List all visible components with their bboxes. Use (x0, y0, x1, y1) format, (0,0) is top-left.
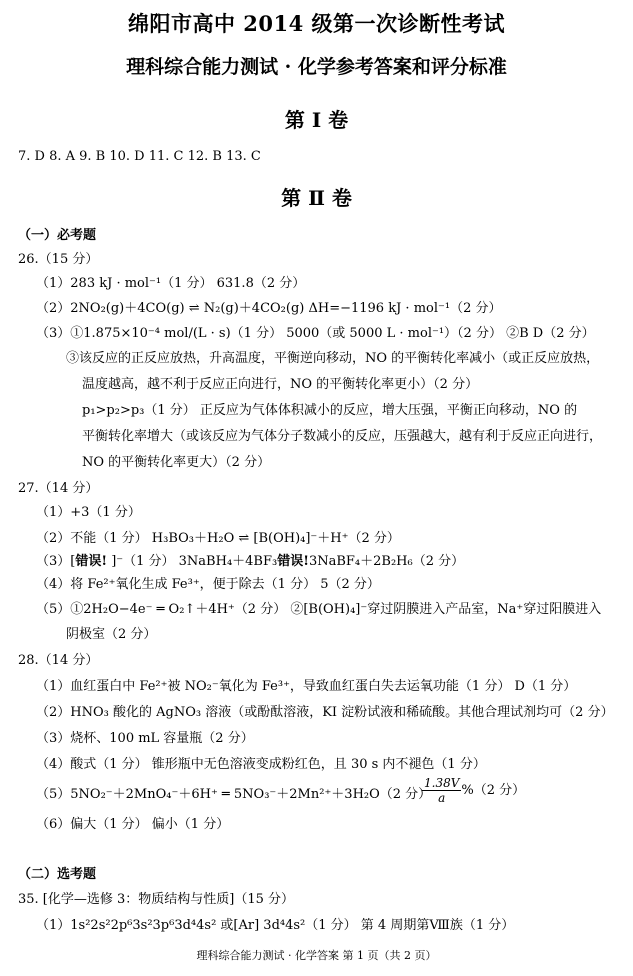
q27-line4: （4）将 Fe²⁺氧化生成 Fe³⁺，便于除去（1 分） 5（2 分） (36, 577, 380, 592)
q26-line3: （3）①1.875×10⁻⁴ mol/(L · s)（1 分） 5000（或 5000 L · mol⁻¹）（2 分） ②B D（2 分） (36, 326, 595, 341)
q35-label: 35. [化学—选修 3：物质结构与性质]（15 分） (18, 892, 295, 907)
q28-line1: （1）血红蛋白中 Fe²⁺被 NO₂⁻氧化为 Fe³⁺，导致血红蛋白失去运氧功能（1 分） D（1 分） (36, 679, 577, 694)
q26-line2: （2）2NO₂(g)＋4CO(g) ⇌ N₂(g)＋4CO₂(g) ΔH=−1196 kJ · mol⁻¹（2 分） (36, 301, 502, 316)
q27-line3-c: ]⁻（1 分） 3NaBH₄＋4BF₃ (107, 554, 278, 569)
q27-line3-a: （3）[ (36, 554, 76, 569)
q27-error-2: 错误! (277, 554, 309, 569)
part1-heading: 第 Ⅰ 卷 (284, 108, 349, 132)
q27-line1: （1）+3（1 分） (36, 505, 141, 520)
q28-label: 28.（14 分） (18, 653, 99, 668)
q27-error-1: 错误! (75, 554, 108, 569)
exam-subtitle: 理科综合能力测试 · 化学参考答案和评分标准 (126, 56, 507, 78)
q27-line6: 阴极室（2 分） (66, 627, 157, 642)
part2-heading: 第 Ⅱ 卷 (281, 186, 352, 210)
q28-fraction (422, 776, 461, 805)
q28-line5: （5）5NO₂⁻＋2MnO₄⁻＋6H⁺ ═ 5NO₃⁻＋2Mn²⁺＋3H₂O（2 分） (36, 787, 432, 802)
q27-line5: （5）①2H₂O−4e⁻ ═ O₂↑＋4H⁺（2 分） ②[B(OH)₄]⁻穿过阴膜进入产品室，Na⁺穿过阳膜进入 (36, 602, 602, 617)
section-required: （一）必考题 (18, 228, 97, 243)
q26-line1: （1）283 kJ · mol⁻¹（1 分） 631.8（2 分） (36, 276, 306, 291)
q28-line3: （3）烧杯、100 mL 容量瓶（2 分） (36, 731, 254, 746)
q26-line8: NO 的平衡转化率更大）（2 分） (82, 455, 271, 470)
q28-fraction-numerator: 1.38V (424, 776, 460, 790)
q27-line3 (36, 553, 464, 570)
q26-line4: ③该反应的正反应放热，升高温度，平衡逆向移动，NO 的平衡转化率减小（或正反应放热， (66, 351, 600, 366)
q28-line2: （2）HNO₃ 酸化的 AgNO₃ 溶液（或酚酞溶液，KI 淀粉试液和稀硫酸。其他合理试剂均可（2 分） (36, 705, 614, 720)
exam-title: 绵阳市高中 2014 级第一次诊断性考试 (127, 11, 506, 36)
q28-fraction-denominator: a (438, 791, 446, 805)
q28-line6: （6）偏大（1 分） 偏小（1 分） (36, 817, 230, 832)
q27-label: 27.（14 分） (18, 481, 99, 496)
q26-line7: 平衡转化率增大（或该反应为气体分子数减小的反应，压强越大，越有利于反应正向进行， (82, 429, 603, 444)
q26-line6: p₁>p₂>p₃（1 分） 正反应为气体体积减小的反应，增大压强，平衡正向移动，NO 的 (82, 403, 578, 418)
q35-line1: （1）1s²2s²2p⁶3s²3p⁶3d⁴4s² 或[Ar] 3d⁴4s²（1 分） 第 4 周期第Ⅷ族（1 分） (36, 918, 515, 933)
q28-fraction-tail: %（2 分） (461, 783, 526, 798)
q28-result (422, 776, 525, 805)
part1-answers: 7. D 8. A 9. B 10. D 11. C 12. B 13. C (18, 149, 261, 164)
q27-line3-e: 3NaBF₄＋2B₂H₆（2 分） (308, 554, 465, 569)
page-footer: 理科综合能力测试 · 化学答案 第 1 页（共 2 页） (196, 949, 437, 962)
q27-line2: （2）不能（1 分） H₃BO₃＋H₂O ⇌ [B(OH)₄]⁻＋H⁺（2 分） (36, 531, 400, 546)
section-optional: （二）选考题 (18, 867, 97, 882)
q26-line5: 温度越高，越不利于反应正向进行，NO 的平衡转化率更小）（2 分） (82, 377, 479, 392)
q28-line4: （4）酸式（1 分） 锥形瓶中无色溶液变成粉红色，且 30 s 内不褪色（1 分） (36, 757, 486, 772)
q26-label: 26.（15 分） (18, 252, 99, 267)
